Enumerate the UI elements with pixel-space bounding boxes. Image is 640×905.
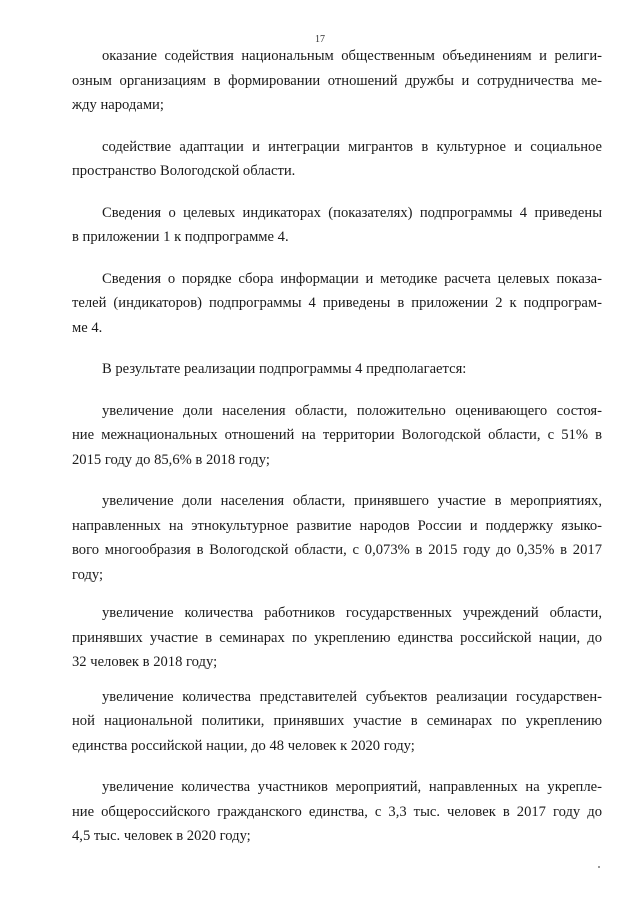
text-line: увеличение количества работников государственных учреждений области, xyxy=(102,605,602,621)
text-line: Сведения о порядке сбора информации и методике расчета целевых показа- xyxy=(102,270,602,287)
text-line: единства российской нации, до 48 человек к 2020 году; xyxy=(72,737,415,754)
text-line: направленных на этнокультурное развитие народов России и поддержку языко- xyxy=(72,517,602,534)
paragraph-result-ethnocultural-participation xyxy=(72,489,602,587)
text-line: году; xyxy=(72,566,104,583)
paragraph-assistance-associations xyxy=(72,44,602,118)
text-line: содействие адаптации и интеграции мигрантов в культурное и социальное xyxy=(102,138,602,155)
text-line: ние общероссийского гражданского единства, с 3,3 тыс. человек в 2017 году до xyxy=(72,803,602,820)
text-line: оказание содействия национальным общественным объединениям и религи- xyxy=(102,48,602,64)
text-line: принявших участие в семинарах по укреплению единства российской нации, до xyxy=(72,629,602,646)
text-line: ме 4. xyxy=(72,319,103,336)
page-number: 17 xyxy=(315,34,325,45)
text-line: озным организациям в формировании отношений дружбы и сотрудничества ме- xyxy=(72,72,602,89)
text-line: пространство Вологодской области. xyxy=(72,163,296,179)
text-line: Сведения о целевых индикаторах (показателях) подпрограммы 4 приведены xyxy=(102,204,602,221)
text-line: в приложении 1 к подпрограмме 4. xyxy=(72,229,289,245)
text-line: увеличение количества представителей субъектов реализации государствен- xyxy=(102,688,602,705)
paragraph-migrant-adaptation xyxy=(72,135,602,184)
text-line: увеличение доли населения области, положительно оценивающего состоя- xyxy=(102,402,602,419)
text-line: ной национальной политики, принявших участие в семинарах по укреплению xyxy=(72,713,602,729)
text-line: вого многообразия в Вологодской области, с 0,073% в 2015 году до 0,35% в 2017 xyxy=(72,542,602,558)
text-line: 32 человек в 2018 году; xyxy=(72,654,218,670)
text-line: 4,5 тыс. человек в 2020 году; xyxy=(72,828,251,844)
paragraph-target-indicators xyxy=(72,201,602,250)
text-line: В результате реализации подпрограммы 4 предполагается: xyxy=(102,361,467,377)
scan-speck xyxy=(598,866,600,868)
paragraph-result-employee-seminars xyxy=(72,601,602,675)
paragraph-result-civic-unity-events xyxy=(72,775,602,849)
document-body xyxy=(72,44,602,849)
text-line: увеличение количества участников мероприятий, направленных на укрепле- xyxy=(102,779,602,795)
text-line: жду народами; xyxy=(72,97,164,113)
paragraph-expected-results-intro xyxy=(72,357,602,382)
paragraph-result-representative-seminars xyxy=(72,685,602,759)
text-line: телей (индикаторов) подпрограммы 4 приведены в приложении 2 к подпрограм- xyxy=(72,295,602,311)
paragraph-result-interethnic-assessment xyxy=(72,399,602,473)
paragraph-collection-methodology xyxy=(72,267,602,341)
text-line: увеличение доли населения области, принявшего участие в мероприятиях, xyxy=(102,493,602,509)
text-line: 2015 году до 85,6% в 2018 году; xyxy=(72,451,270,468)
text-line: ние межнациональных отношений на территории Вологодской области, с 51% в xyxy=(72,427,602,443)
